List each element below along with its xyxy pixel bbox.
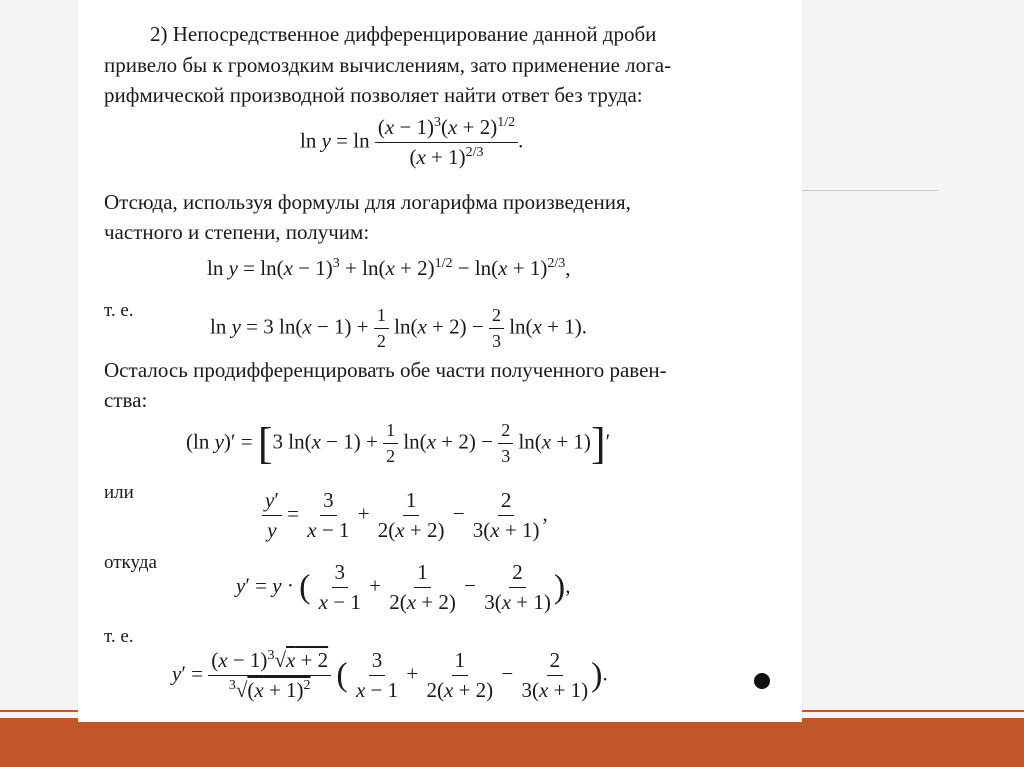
paragraph-1-line-3: рифмической производной позволяет найти ответ без труда:	[104, 83, 643, 107]
equation-7: y′ = $\frac{(x - 1)^3√x + 2}{^3√(x + 1)^2}$ ( $\frac{3}{x - 1}$ + $\frac{1}{2(x + 2)}$ − $\frac{2}{3(x + 1)}$ ).	[172, 648, 608, 702]
equation-5: $\frac{y'}{y}$ = $\frac{3}{x - 1}$ + $\frac{1}{2(x + 2)}$ − $\frac{2}{3(x + 1)}$ ,	[262, 488, 548, 543]
label-te-1: т. е.	[104, 300, 134, 321]
paragraph-3-line-1: Осталось продифференцировать обе части полученного равен-	[104, 358, 667, 382]
equation-1: ln y = ln $\frac{(x - 1)^3(x + 2)^{1/2}}{(x + 1)^{2/3}}$ .	[300, 115, 524, 169]
equation-2: $\ln y = \ln(x - 1)^3 + \ln(x + 2)^{1/2} - \ln(x + 1)^{2/3}$,	[207, 256, 571, 280]
paragraph-1-line-1: 2) Непосредственное дифференцирование данной дроби	[150, 22, 657, 46]
footer-band	[0, 718, 1024, 767]
paragraph-1-line-2: привело бы к громоздким вычислениям, зато применение лога-	[104, 53, 672, 77]
equation-6: y′ = y · ( $\frac{3}{x - 1}$ + $\frac{1}{2(x + 2)}$ − $\frac{2}{3(x + 1)}$ ),	[236, 560, 571, 614]
paragraph-3-line-2: ства:	[104, 388, 148, 412]
equation-4: (ln y)′ = [3 ln(x − 1) + $\frac{1}{2}$ ln(x + 2) − $\frac{2}{3}$ ln(x + 1)]′	[186, 419, 611, 468]
label-te-2: т. е.	[104, 626, 134, 647]
label-otkuda: откуда	[104, 552, 157, 573]
decorative-rule	[788, 190, 938, 191]
bullet-dot	[754, 673, 770, 689]
equation-3: ln y = 3 ln(x − 1) + $\frac{1}{2}$ ln(x + 2) − $\frac{2}{3}$ ln(x + 1).	[210, 305, 587, 351]
paragraph-2-line-2: частного и степени, получим:	[104, 220, 370, 244]
label-ili: или	[104, 482, 134, 503]
paragraph-2-line-1: Отсюда, используя формулы для логарифма произведения,	[104, 190, 631, 214]
